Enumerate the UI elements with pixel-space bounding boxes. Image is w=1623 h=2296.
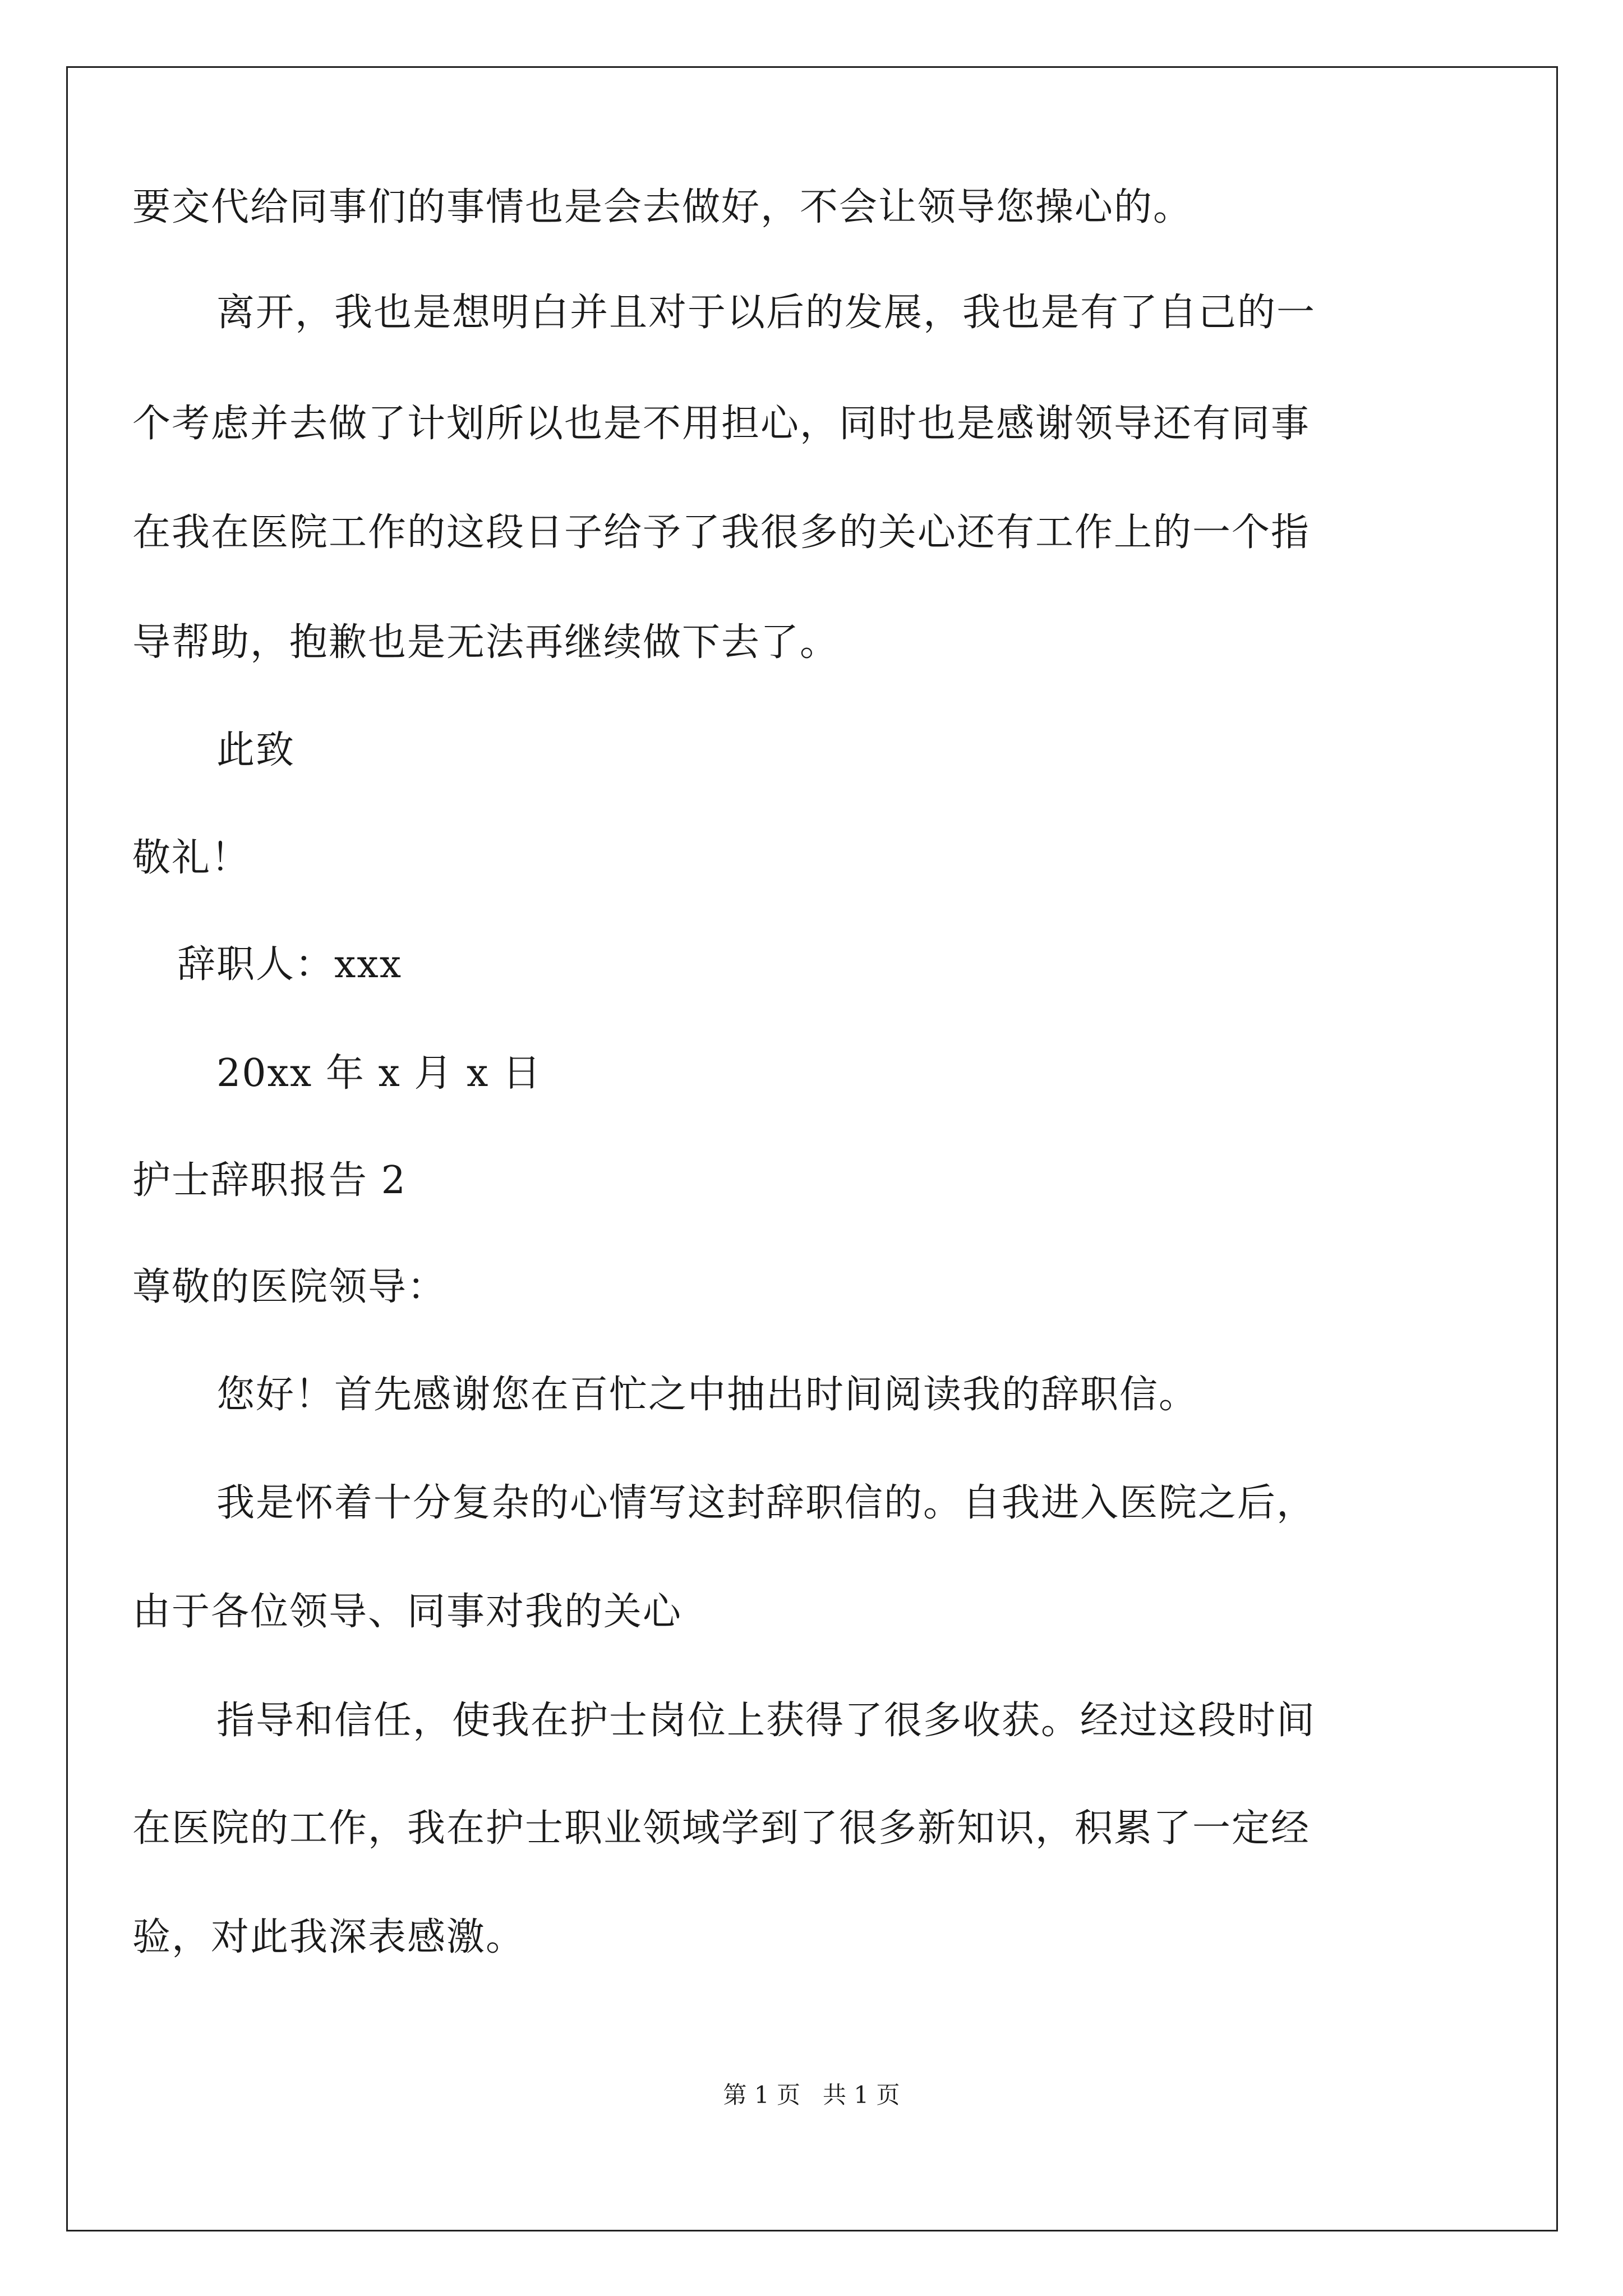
text-line: 离开，我也是想明白并且对于以后的发展，我也是有了自己的一 xyxy=(216,291,1316,335)
text-line: 您好！首先感谢您在百忙之中抽出时间阅读我的辞职信。 xyxy=(216,1373,1198,1417)
text-line: 我是怀着十分复杂的心情写这封辞职信的。自我进入医院之后， xyxy=(216,1481,1316,1525)
text-line: 个考虑并去做了计划所以也是不用担心，同时也是感谢领导还有同事 xyxy=(132,402,1311,446)
text-line: 指导和信任，使我在护士岗位上获得了很多收获。经过这段时间 xyxy=(216,1699,1316,1743)
signature-date: 20xx 年 x 月 x 日 xyxy=(216,1051,542,1096)
salutation-regards: 敬礼！ xyxy=(132,836,251,880)
salutation-closing: 此致 xyxy=(216,728,296,772)
text-line: 验，对此我深表感激。 xyxy=(132,1915,525,1959)
text-line: 在我在医院工作的这段日子给予了我很多的关心还有工作上的一个指 xyxy=(132,510,1311,555)
page-number: 第 1 页 共 1 页 xyxy=(723,2081,900,2109)
text-line: 在医院的工作，我在护士职业领域学到了很多新知识，积累了一定经 xyxy=(132,1806,1311,1851)
signature-name: 辞职人：xxx xyxy=(177,942,403,987)
text-line: 导帮助，抱歉也是无法再继续做下去了。 xyxy=(132,620,840,665)
page-border xyxy=(66,66,1558,2231)
text-line: 由于各位领导、同事对我的关心 xyxy=(132,1590,683,1634)
addressee: 尊敬的医院领导： xyxy=(132,1265,447,1309)
text-line: 要交代给同事们的事情也是会去做好，不会让领导您操心的。 xyxy=(132,185,1193,229)
section-title: 护士辞职报告 2 xyxy=(132,1158,407,1203)
